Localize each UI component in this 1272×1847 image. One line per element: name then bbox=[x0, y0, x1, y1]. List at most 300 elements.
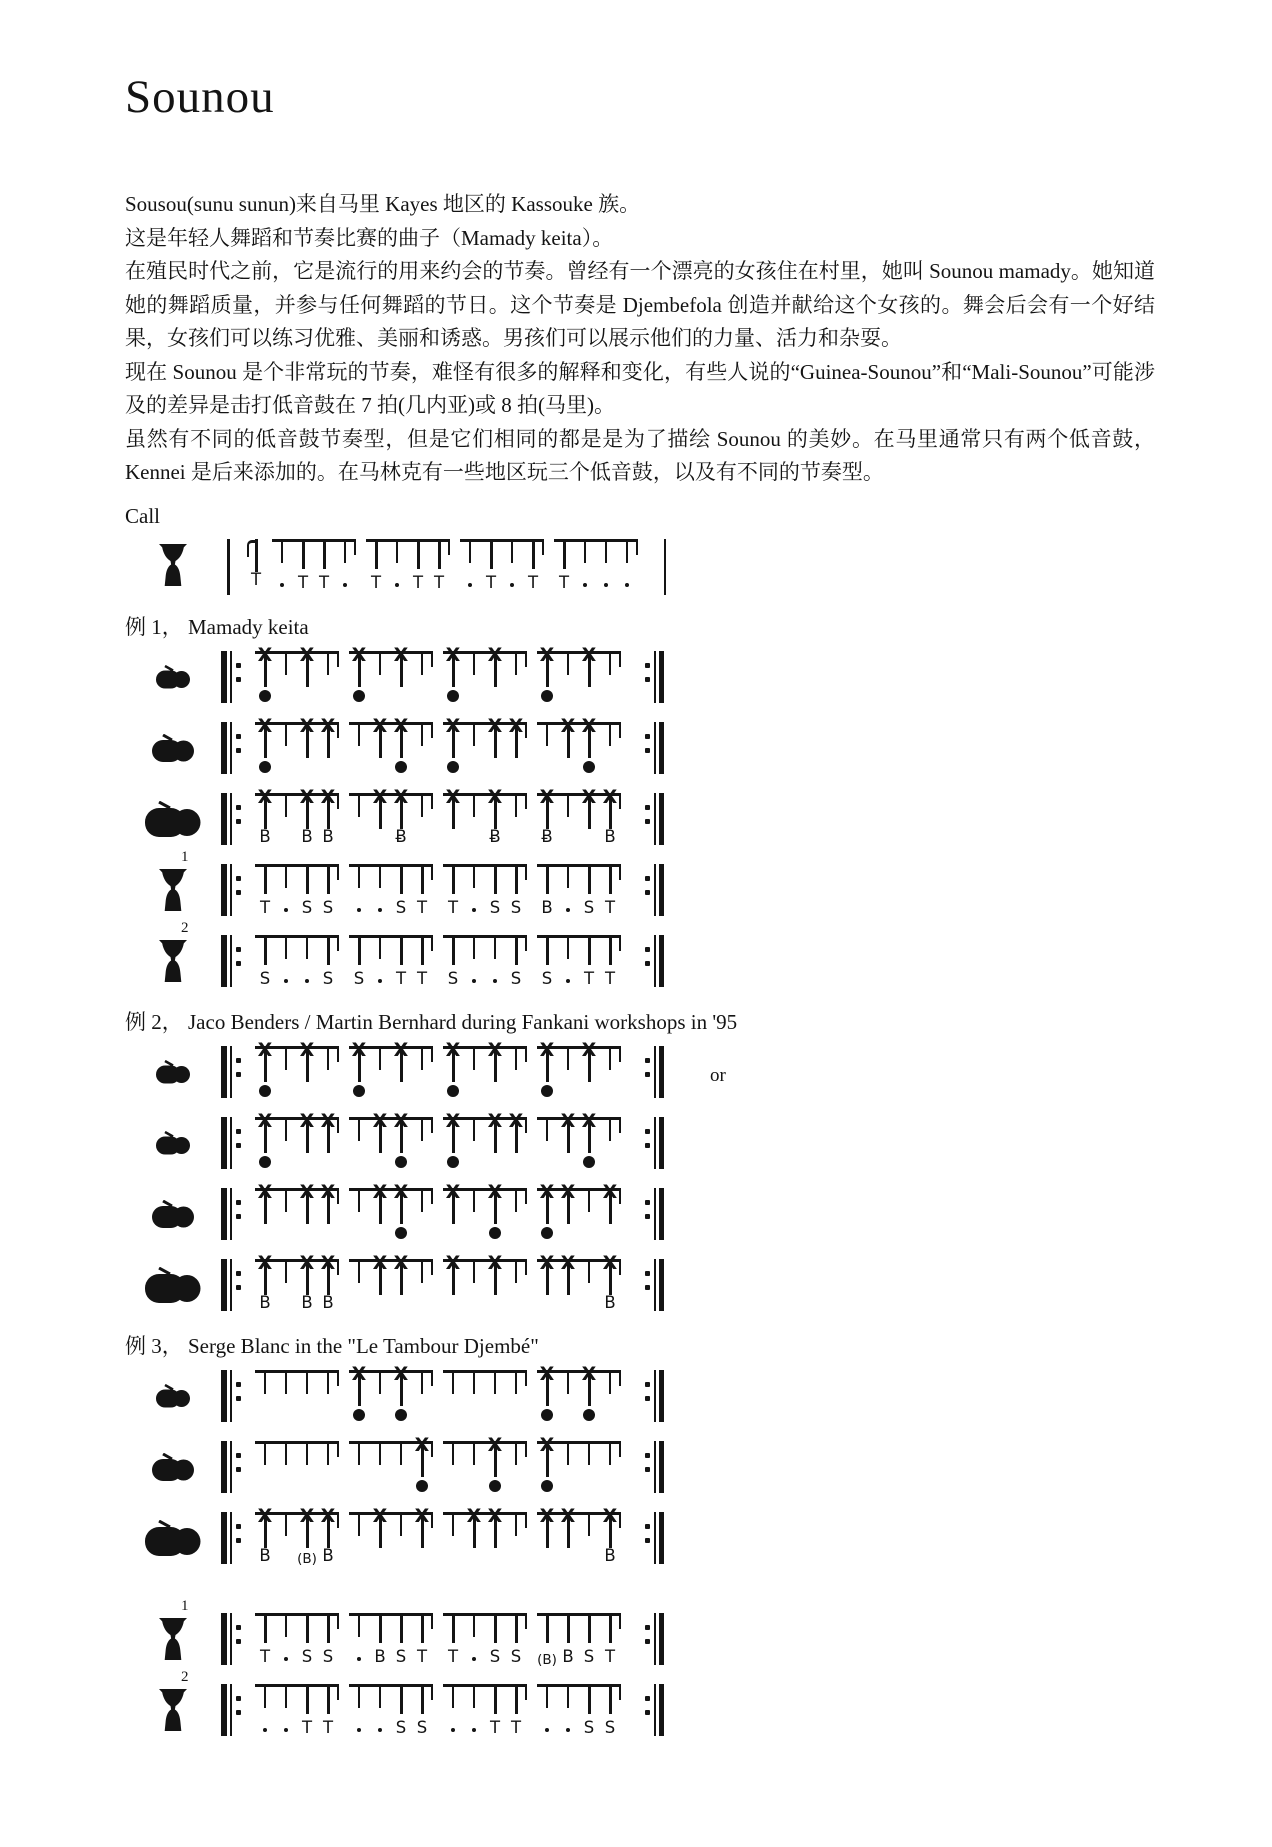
note-stem bbox=[588, 1515, 590, 1536]
note-stem bbox=[421, 725, 423, 746]
note-cell bbox=[349, 938, 370, 990]
beam-groups bbox=[255, 1433, 631, 1496]
note-cell bbox=[579, 1038, 600, 1101]
rest-dot-icon bbox=[566, 979, 571, 984]
bell-stroke-x-icon: X bbox=[508, 714, 524, 737]
beam-end-tick bbox=[431, 1687, 433, 1700]
accent-dot-icon bbox=[541, 1227, 553, 1239]
repeat-dot bbox=[236, 1396, 241, 1401]
note-cell bbox=[537, 938, 558, 990]
bell-stroke-x-icon: X bbox=[320, 785, 336, 808]
beam-end-tick bbox=[542, 542, 544, 555]
decorative bbox=[159, 869, 187, 911]
stroke-letter: T bbox=[433, 572, 445, 592]
note-cell bbox=[579, 1444, 600, 1496]
beam-end-tick bbox=[525, 867, 527, 880]
voice-number: 2 bbox=[181, 1668, 189, 1685]
beam-group bbox=[443, 1180, 527, 1243]
note-cell bbox=[464, 1049, 485, 1101]
note-stem bbox=[515, 796, 517, 817]
repeat-dots bbox=[236, 1684, 241, 1715]
note-stem bbox=[546, 867, 549, 894]
note-cell bbox=[506, 1616, 527, 1668]
note-stem bbox=[400, 1616, 403, 1643]
section-label: 例 2， Jaco Benders / Martin Bernhard during Fankani workshops in '95 bbox=[125, 1009, 738, 1034]
barline-thick bbox=[659, 1613, 665, 1665]
repeat-dot bbox=[236, 1696, 241, 1701]
repeat-start-barline bbox=[221, 1046, 245, 1098]
bell-stroke-x-icon: X bbox=[539, 1433, 555, 1456]
barline-thick bbox=[221, 1259, 227, 1311]
beam-end-tick bbox=[431, 938, 433, 951]
barline-thick bbox=[221, 651, 227, 703]
note-cell bbox=[370, 714, 391, 777]
note-stem bbox=[302, 542, 305, 569]
note-cell bbox=[297, 1180, 318, 1243]
beam-end-tick bbox=[619, 725, 621, 738]
note-cell bbox=[600, 1120, 621, 1172]
note-cell bbox=[443, 1251, 464, 1314]
decorative bbox=[174, 1275, 201, 1302]
note-stem bbox=[473, 725, 475, 746]
repeat-start-barline bbox=[221, 793, 245, 845]
beam-end-tick bbox=[619, 654, 621, 667]
repeat-end-barline bbox=[641, 1613, 665, 1665]
note-stem bbox=[567, 1373, 569, 1394]
dunun-glyph bbox=[145, 1520, 201, 1556]
note-stem bbox=[473, 1444, 475, 1465]
repeat-dot bbox=[236, 961, 241, 966]
beam-group bbox=[537, 935, 621, 990]
repeat-end-barline bbox=[641, 1188, 665, 1240]
stroke-letter: T bbox=[416, 897, 428, 917]
djembe-icon-svg bbox=[158, 1688, 188, 1732]
note-cell bbox=[412, 1191, 433, 1243]
stroke-letter: T bbox=[297, 572, 309, 592]
bell-stroke-x-icon: X bbox=[393, 1251, 409, 1274]
note-stem bbox=[358, 1120, 360, 1141]
repeat-dots bbox=[236, 1512, 241, 1543]
decorative bbox=[173, 671, 190, 688]
note-stem bbox=[515, 1373, 517, 1394]
note-cell bbox=[276, 938, 297, 990]
note-cell bbox=[370, 654, 391, 706]
barline-thin bbox=[654, 1512, 656, 1564]
rest-dot-icon bbox=[566, 1728, 571, 1733]
bell-stroke-x-icon: X bbox=[487, 643, 503, 666]
bell-stroke-x-icon: X bbox=[393, 643, 409, 666]
repeat-dot bbox=[645, 1710, 650, 1715]
bell-small-glyph bbox=[156, 665, 190, 689]
beam-groups bbox=[246, 539, 648, 594]
beam-group bbox=[255, 864, 339, 919]
note-cell bbox=[443, 1616, 464, 1668]
stroke-letter: S bbox=[301, 1646, 313, 1666]
bell-medium-icon bbox=[125, 1441, 221, 1493]
dunun-icon-svg bbox=[145, 1520, 201, 1556]
note-cell bbox=[537, 1433, 558, 1496]
pickup-flag-icon bbox=[247, 540, 258, 557]
beam-group bbox=[443, 1613, 527, 1668]
note-cell bbox=[391, 643, 412, 706]
bell-stroke-x-icon: X bbox=[539, 1038, 555, 1061]
decorative bbox=[159, 1689, 187, 1731]
rest-dot-icon bbox=[468, 583, 473, 588]
note-cell bbox=[506, 1191, 527, 1243]
repeat-dot bbox=[645, 876, 650, 881]
bell-stroke-x-icon: X bbox=[487, 1433, 503, 1456]
bell-stroke-x-icon: X bbox=[487, 1038, 503, 1061]
barline-thin bbox=[230, 1613, 232, 1665]
note-cell bbox=[506, 654, 527, 706]
note-cell bbox=[318, 1049, 339, 1101]
bell-small-icon bbox=[125, 1370, 221, 1422]
note-cell bbox=[412, 1120, 433, 1172]
note-stem bbox=[421, 1373, 423, 1394]
repeat-end-barline bbox=[641, 793, 665, 845]
note-cell bbox=[366, 542, 387, 594]
rest-dot-icon bbox=[395, 583, 400, 588]
note-cell bbox=[255, 1180, 276, 1243]
note-cell bbox=[276, 1120, 297, 1172]
beam-group bbox=[443, 714, 527, 777]
stroke-letter: S bbox=[259, 968, 271, 988]
barline-thick bbox=[659, 651, 665, 703]
note-cell bbox=[255, 714, 276, 777]
bell-stroke-x-icon: X bbox=[299, 1180, 315, 1203]
repeat-end-barline bbox=[641, 722, 665, 774]
note-stem bbox=[323, 542, 326, 569]
note-stem bbox=[452, 1515, 454, 1536]
note-cell bbox=[276, 654, 297, 706]
note-cell bbox=[558, 1373, 579, 1425]
note-cell bbox=[464, 1444, 485, 1496]
beam-group bbox=[272, 539, 356, 594]
note-stem bbox=[327, 1687, 330, 1714]
decorative bbox=[165, 666, 173, 671]
note-cell bbox=[255, 1109, 276, 1172]
note-stem bbox=[473, 1191, 475, 1212]
decorative bbox=[163, 1201, 172, 1206]
note-stem bbox=[285, 796, 287, 817]
repeat-dot bbox=[236, 890, 241, 895]
repeat-dots bbox=[236, 1259, 241, 1290]
note-cell bbox=[600, 725, 621, 777]
rest-dot-icon bbox=[472, 979, 477, 984]
repeat-dot bbox=[236, 1129, 241, 1134]
stroke-letter: S bbox=[416, 1717, 428, 1737]
stroke-letter: B bbox=[259, 1545, 271, 1565]
note-cell bbox=[412, 938, 433, 990]
note-cell bbox=[297, 643, 318, 706]
rest-dot-icon bbox=[566, 908, 571, 913]
repeat-dots bbox=[645, 651, 650, 682]
notation-row bbox=[125, 1504, 1155, 1567]
note-cell bbox=[579, 714, 600, 777]
note-cell bbox=[349, 725, 370, 777]
repeat-dots bbox=[236, 793, 241, 824]
note-cell bbox=[255, 938, 276, 990]
note-cell bbox=[464, 1262, 485, 1314]
barline-thick bbox=[221, 1188, 227, 1240]
bell-stroke-x-icon: X bbox=[445, 785, 461, 808]
note-cell bbox=[318, 654, 339, 706]
beam-end-tick bbox=[337, 1616, 339, 1629]
bell-stroke-x-icon: X bbox=[581, 714, 597, 737]
repeat-dot bbox=[236, 1453, 241, 1458]
bell-stroke-x-icon: X bbox=[299, 1251, 315, 1274]
note-cell bbox=[412, 725, 433, 777]
note-stem bbox=[327, 867, 330, 894]
beam-group bbox=[443, 1038, 527, 1101]
note-stem bbox=[400, 938, 403, 965]
beam-end-tick bbox=[431, 1120, 433, 1133]
note-cell bbox=[600, 654, 621, 706]
note-cell bbox=[464, 1504, 485, 1567]
barline-thick bbox=[221, 1117, 227, 1169]
beam-group bbox=[537, 1109, 621, 1172]
note-stem bbox=[421, 867, 424, 894]
beam-end-tick bbox=[619, 1373, 621, 1386]
repeat-dot bbox=[645, 734, 650, 739]
note-cell bbox=[506, 938, 527, 990]
bell-small-icon bbox=[125, 1046, 221, 1098]
note-cell bbox=[412, 1433, 433, 1496]
bell-stroke-x-icon: X bbox=[602, 1180, 618, 1203]
djembe-icon-svg bbox=[158, 1617, 188, 1661]
bell-stroke-x-icon: X bbox=[320, 1109, 336, 1132]
repeat-dot bbox=[236, 1538, 241, 1543]
bell-medium-icon-svg bbox=[152, 1453, 194, 1481]
stroke-letter: T bbox=[370, 572, 382, 592]
beam-group bbox=[349, 1038, 433, 1101]
repeat-dots bbox=[645, 935, 650, 966]
repeat-dot bbox=[645, 1396, 650, 1401]
beam-end-tick bbox=[619, 938, 621, 951]
beam-end-tick bbox=[337, 938, 339, 951]
beam-group bbox=[366, 539, 450, 594]
paragraph: Sousou(sunu sunun)来自马里 Kayes 地区的 Kassouke 族。 bbox=[125, 192, 641, 216]
stroke-letter: S bbox=[541, 968, 553, 988]
note-stem bbox=[588, 1262, 590, 1283]
bell-stroke-x-icon: X bbox=[372, 1109, 388, 1132]
repeat-dots bbox=[645, 1684, 650, 1715]
bell-stroke-x-icon: X bbox=[445, 1180, 461, 1203]
beam-group bbox=[349, 1362, 433, 1425]
stroke-letter: S bbox=[510, 968, 522, 988]
note-stem bbox=[400, 1444, 402, 1465]
repeat-dots bbox=[645, 1046, 650, 1077]
note-cell bbox=[391, 1444, 412, 1496]
note-stem bbox=[452, 1373, 454, 1394]
djembe-icon-svg bbox=[158, 543, 188, 587]
beam-group bbox=[255, 1504, 339, 1567]
note-stem bbox=[609, 867, 612, 894]
repeat-dot bbox=[645, 677, 650, 682]
note-stem bbox=[588, 1687, 591, 1714]
notation-row bbox=[125, 714, 1155, 777]
repeat-dots bbox=[236, 1117, 241, 1148]
note-cell bbox=[485, 1433, 506, 1496]
note-stem bbox=[421, 938, 424, 965]
barline-thick bbox=[659, 1512, 665, 1564]
beam-groups bbox=[255, 864, 631, 919]
note-stem bbox=[285, 1049, 287, 1070]
beam-group bbox=[255, 1109, 339, 1172]
stroke-letter: B bbox=[562, 1646, 574, 1666]
dunun-icon-svg bbox=[145, 1267, 201, 1303]
repeat-dot bbox=[645, 1538, 650, 1543]
rest-dot-icon bbox=[263, 1728, 268, 1733]
stroke-letter: Ƀ bbox=[395, 826, 407, 846]
djembe-glyph bbox=[158, 1617, 188, 1661]
stroke-letter: S bbox=[353, 968, 365, 988]
note-stem bbox=[285, 938, 287, 959]
note-stem bbox=[609, 938, 612, 965]
decorative bbox=[173, 1137, 190, 1154]
barline-thin bbox=[654, 1613, 656, 1665]
rest-dot-icon bbox=[280, 583, 285, 588]
accent-dot-icon bbox=[583, 1156, 595, 1168]
bell-stroke-x-icon: X bbox=[539, 785, 555, 808]
accent-dot-icon bbox=[541, 1085, 553, 1097]
dunun-glyph bbox=[145, 801, 201, 837]
stroke-letter: T bbox=[416, 1646, 428, 1666]
note-cell bbox=[558, 1251, 579, 1314]
bell-stroke-x-icon: X bbox=[372, 1180, 388, 1203]
repeat-dot bbox=[645, 1467, 650, 1472]
note-stem bbox=[379, 1687, 381, 1708]
repeat-dot bbox=[236, 1058, 241, 1063]
note-stem bbox=[490, 542, 493, 569]
beam-end-tick bbox=[431, 1444, 433, 1457]
bell-small-glyph bbox=[156, 1384, 190, 1408]
note-stem bbox=[588, 1444, 590, 1465]
decorative bbox=[173, 1390, 190, 1407]
barline-thin bbox=[654, 793, 656, 845]
repeat-start-barline bbox=[221, 1370, 245, 1422]
repeat-dots bbox=[236, 1613, 241, 1644]
note-stem bbox=[327, 654, 329, 675]
stroke-letter: S bbox=[322, 1646, 334, 1666]
note-cell bbox=[506, 1373, 527, 1425]
accent-dot-icon bbox=[447, 690, 459, 702]
djembe-icon bbox=[125, 1668, 221, 1736]
stroke-letter: B bbox=[301, 1292, 313, 1312]
beam-group bbox=[443, 1109, 527, 1172]
rest-dot-icon bbox=[472, 908, 477, 913]
note-cell bbox=[255, 1616, 276, 1668]
accent-dot-icon bbox=[259, 1156, 271, 1168]
repeat-start-barline bbox=[221, 1684, 245, 1736]
dunun-icon-svg bbox=[145, 801, 201, 837]
accent-dot-icon bbox=[447, 1156, 459, 1168]
bell-stroke-x-icon: X bbox=[487, 785, 503, 808]
beam-end-tick bbox=[431, 1373, 433, 1386]
accent-dot-icon bbox=[353, 1409, 365, 1421]
rest-dot-icon bbox=[343, 583, 348, 588]
section-label: 例 3， Serge Blanc in the "Le Tambour Djembé" bbox=[125, 1333, 539, 1358]
barline-thick bbox=[659, 1188, 665, 1240]
barline-thin bbox=[654, 864, 656, 916]
rest-dot-icon bbox=[378, 908, 383, 913]
barline-thin bbox=[230, 1117, 232, 1169]
note-cell bbox=[276, 1049, 297, 1101]
note-stem bbox=[285, 1444, 287, 1465]
repeat-dot bbox=[645, 890, 650, 895]
decorative bbox=[159, 1618, 187, 1660]
stroke-letter: S bbox=[395, 1717, 407, 1737]
stroke-letter: S bbox=[322, 897, 334, 917]
repeat-dot bbox=[236, 1382, 241, 1387]
barline-thin bbox=[654, 1259, 656, 1311]
accent-dot-icon bbox=[447, 1085, 459, 1097]
repeat-dots bbox=[236, 1370, 241, 1401]
beam-end-tick bbox=[525, 1444, 527, 1457]
note-stem bbox=[563, 542, 566, 569]
note-cell bbox=[485, 1504, 506, 1567]
beam-group bbox=[255, 1038, 339, 1101]
djembe-glyph bbox=[158, 939, 188, 983]
note-cell bbox=[391, 1251, 412, 1314]
note-cell bbox=[537, 785, 558, 848]
beam-end-tick bbox=[337, 1515, 339, 1528]
notation-row bbox=[125, 919, 1155, 990]
note-cell bbox=[558, 1109, 579, 1172]
note-cell bbox=[314, 542, 335, 594]
note-stem bbox=[511, 542, 513, 563]
beam-group bbox=[255, 643, 339, 706]
bell-stroke-x-icon: X bbox=[257, 714, 273, 737]
bell-stroke-x-icon: X bbox=[560, 1504, 576, 1527]
barline-thick bbox=[221, 935, 227, 987]
repeat-start-barline bbox=[221, 864, 245, 916]
note-stem bbox=[515, 1515, 517, 1536]
bell-stroke-x-icon: X bbox=[466, 1504, 482, 1527]
note-stem bbox=[358, 1191, 360, 1212]
rest-dot-icon bbox=[305, 979, 310, 984]
note-stem bbox=[609, 1120, 611, 1141]
repeat-dot bbox=[645, 1382, 650, 1387]
beam-group bbox=[255, 1180, 339, 1243]
bell-stroke-x-icon: X bbox=[539, 1362, 555, 1385]
note-stem bbox=[358, 867, 360, 888]
note-stem bbox=[358, 1687, 360, 1708]
notation-row bbox=[125, 785, 1155, 848]
note-stem bbox=[626, 542, 628, 563]
bell-stroke-x-icon: X bbox=[299, 643, 315, 666]
stroke-letter: S bbox=[489, 897, 501, 917]
rest-dot-icon bbox=[284, 1657, 289, 1662]
voice-number: 1 bbox=[181, 1597, 189, 1614]
repeat-dot bbox=[236, 819, 241, 824]
note-stem bbox=[438, 542, 441, 569]
repeat-dot bbox=[645, 1285, 650, 1290]
repeat-dot bbox=[236, 1200, 241, 1205]
note-cell bbox=[370, 1109, 391, 1172]
repeat-dots bbox=[236, 651, 241, 682]
decorative bbox=[163, 735, 172, 740]
stroke-letter: S bbox=[583, 897, 595, 917]
note-cell bbox=[443, 1687, 464, 1739]
note-cell bbox=[255, 867, 276, 919]
repeat-dot bbox=[236, 1524, 241, 1529]
repeat-dot bbox=[645, 1453, 650, 1458]
beam-groups bbox=[255, 1362, 631, 1425]
repeat-dots bbox=[645, 864, 650, 895]
note-stem bbox=[421, 796, 423, 817]
rest-dot-icon bbox=[357, 1728, 362, 1733]
